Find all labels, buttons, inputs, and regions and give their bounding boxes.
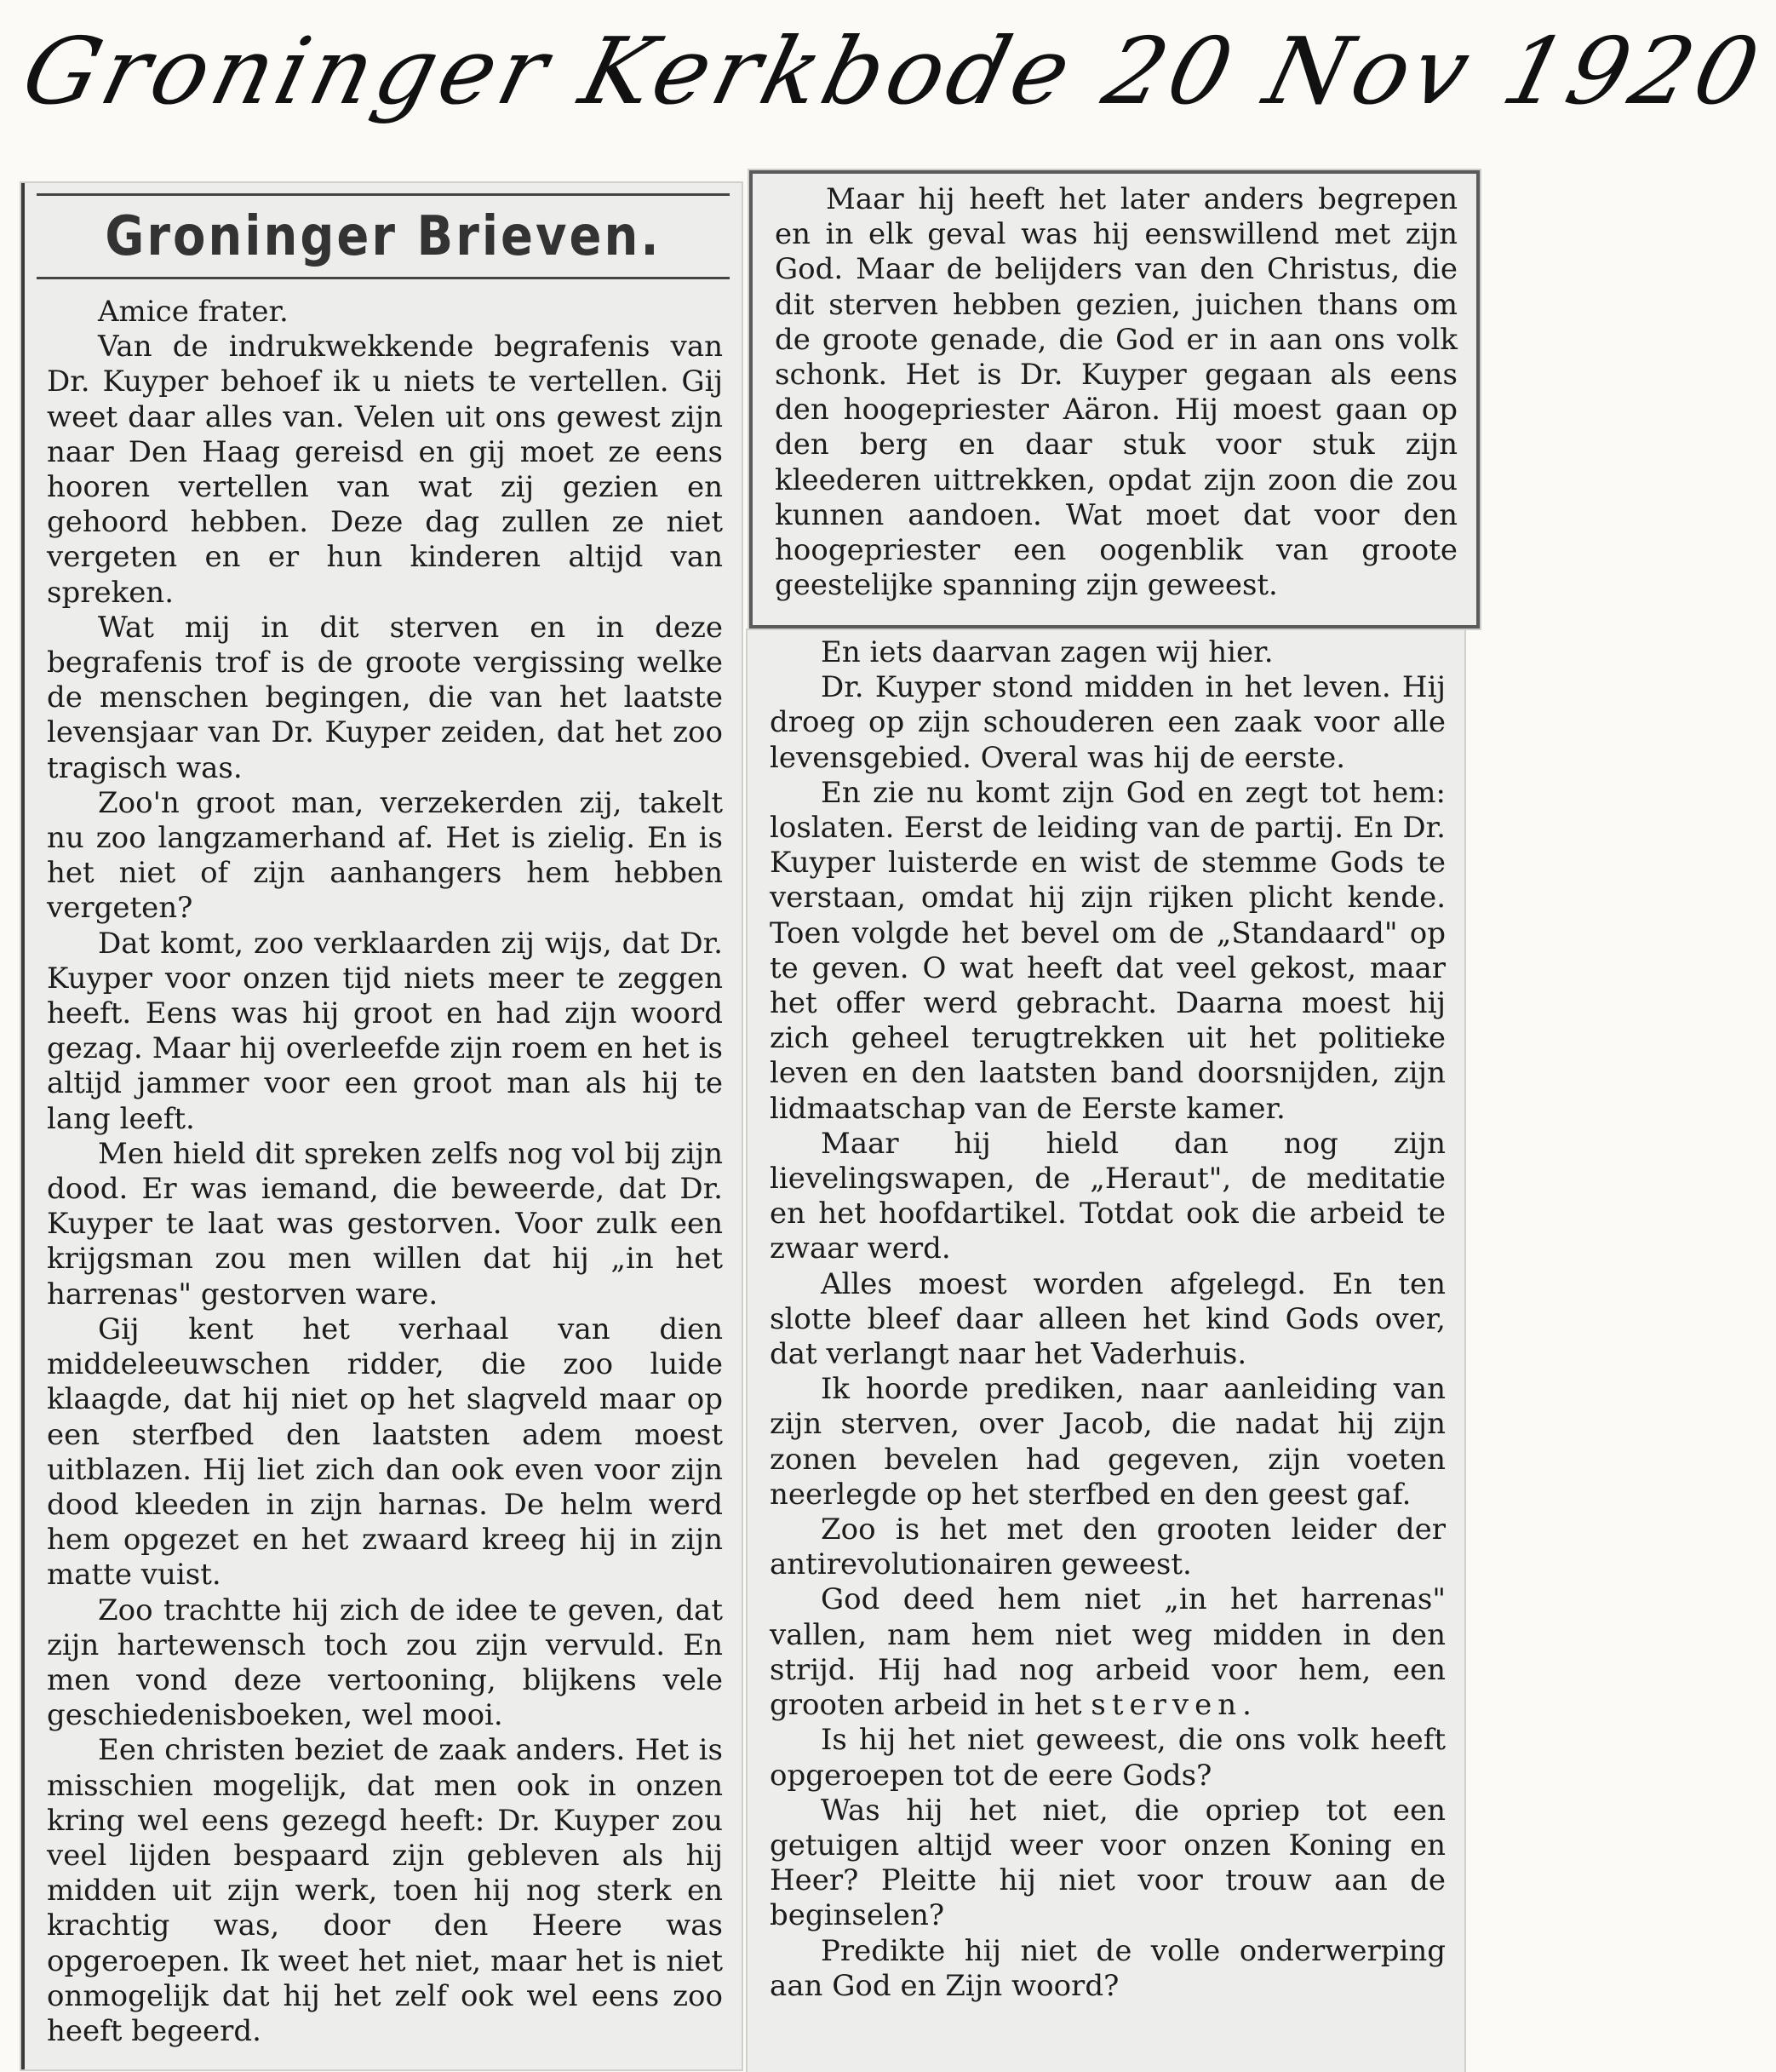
paragraph: Zoo'n groot man, verzekerden zij, takelt nu zoo langzamerhand af. Het is zielig. En is het niet of zijn aanhangers hem hebben vergeten? xyxy=(47,785,723,926)
paragraph: Zoo is het met den grooten leider der antirevolutionairen geweest. xyxy=(770,1512,1446,1582)
article-masthead xyxy=(37,193,730,279)
paragraph: Maar hij heeft het later anders begrepen en in elk geval was hij eenswillend met zijn God. Maar de belijders van den Christus, die dit sterven hebben gezien, juichen thans om de groote genade, die God er in aan ons volk schonk. Het is Dr. Kuyper gegaan als eens den hoogepriester Aäron. Hij moest gaan op den berg en daar stuk voor stuk zijn kleederen uittrekken, opdat zijn zoon die zou kunnen aandoen. Wat moet dat voor den hoogepriester een oogenblik van groote geestelijke spanning zijn geweest. xyxy=(775,182,1458,603)
article-title: Groninger Brieven. xyxy=(105,204,662,268)
paragraph: Zoo trachtte hij zich de idee te geven, dat zijn hartewensch toch zou zijn vervuld. En men vond deze vertooning, blijkens vele geschiedenisboeken, wel mooi. xyxy=(47,1593,723,1733)
paragraph: Is hij het niet geweest, die ons volk heeft opgeroepen tot de eere Gods? xyxy=(770,1723,1446,1793)
paragraph: Dat komt, zoo verklaarden zij wijs, dat Dr. Kuyper voor onzen tijd niets meer te zeggen heeft. Eens was hij groot en had zijn woord gezag. Maar hij overleefde zijn roem en het is altijd jammer voor een groot man als hij te lang leeft. xyxy=(47,926,723,1136)
paragraph: En iets daarvan zagen wij hier. xyxy=(821,635,1274,669)
handwritten-annotation: Groninger Kerkbode 20 Nov 1920 xyxy=(12,19,1774,125)
left-column-text xyxy=(25,279,742,2049)
salutation: Amice frater. xyxy=(98,295,289,329)
clipping-left-column xyxy=(21,183,742,2069)
clipping-right-bottom xyxy=(748,630,1464,2072)
paragraph xyxy=(770,1582,1446,1723)
paragraph: Van de indrukwekkende begrafenis van Dr. Kuyper behoef ik u niets te vertellen. Gij weet daar alles van. Velen uit ons gewest zijn naar Den Haag gereisd en gij moet ze eens hooren vertellen van wat zij gezien en gehoord hebben. Deze dag zullen ze niet vergeten en er hun kinderen altijd van spreken. xyxy=(47,330,723,610)
paragraph: Dr. Kuyper stond midden in het leven. Hij droeg op zijn schouderen een zaak voor alle levensgebied. Overal was hij de eerste. xyxy=(770,670,1446,775)
right-bottom-column-text xyxy=(748,630,1464,2004)
right-top-column-text xyxy=(753,174,1476,603)
clipping-right-top xyxy=(749,170,1480,628)
paragraph: Gij kent het verhaal van dien middeleeuwschen ridder, die zoo luide klaagde, dat hij niet op het slagveld maar op een sterfbed den laatsten adem moest uitblazen. Hij liet zich dan ook even voor zijn dood kleeden in zijn harnas. De helm werd hem opgezet en het zwaard kreeg hij in zijn matte vuist. xyxy=(47,1312,723,1593)
paragraph: Alles moest worden afgelegd. En ten slotte bleef daar alleen het kind Gods over, dat verlangt naar het Vaderhuis. xyxy=(770,1266,1446,1372)
paragraph: Een christen beziet de zaak anders. Het is misschien mogelijk, dat men ook in onzen kring wel eens gezegd heeft: Dr. Kuyper zou veel lijden bespaard zijn gebleven als hij midden uit zijn werk, toen hij nog sterk en krachtig was, door den Heere was opgeroepen. Ik weet het niet, maar het is niet onmogelijk dat hij het zelf ook wel eens zoo heeft begeerd. xyxy=(47,1733,723,2048)
paragraph: En zie nu komt zijn God en zegt tot hem: loslaten. Eerst de leiding van de partij. En Dr. Kuyper luisterde en wist de stemme Gods te verstaan, omdat hij zijn rijken plicht kende. Toen volgde het bevel om de „Standaard" op te geven. O wat heeft dat veel gekost, maar het offer werd gebracht. Daarna moest hij zich geheel terugtrekken uit het politieke leven en den laatsten band doorsnijden, zijn lidmaatschap van de Eerste kamer. xyxy=(770,775,1446,1126)
paragraph: Men hield dit spreken zelfs nog vol bij zijn dood. Er was iemand, die beweerde, dat Dr. Kuyper te laat was gestorven. Voor zulk een krijgsman zou men willen dat hij „in het harrenas" gestorven ware. xyxy=(47,1136,723,1312)
paragraph: Wat mij in dit sterven en in deze begrafenis trof is de groote vergissing welke de menschen begingen, die van het laatste levensjaar van Dr. Kuyper zeiden, dat het zoo tragisch was. xyxy=(47,610,723,785)
spaced-word: sterven. xyxy=(1091,1688,1258,1723)
paragraph: Ik hoorde prediken, naar aanleiding van zijn sterven, over Jacob, die nadat hij zijn zonen bevelen had gegeven, zijn voeten neerlegde op het sterfbed en den geest gaf. xyxy=(770,1372,1446,1512)
paragraph: Was hij het niet, die opriep tot een getuigen altijd weer voor onzen Koning en Heer? Pleitte hij niet voor trouw aan de beginselen? xyxy=(770,1793,1446,1933)
paragraph: Predikte hij niet de volle onderwerping aan God en Zijn woord? xyxy=(770,1933,1446,2003)
paragraph: Maar hij hield dan nog zijn lievelingswapen, de „Heraut", de meditatie en het hoofdartikel. Totdat ook die arbeid te zwaar werd. xyxy=(770,1126,1446,1266)
paragraph-text: God deed hem niet „in het harrenas" vallen, nam hem niet weg midden in den strijd. Hij had nog arbeid voor hem, een grooten arbeid in het xyxy=(770,1582,1446,1723)
